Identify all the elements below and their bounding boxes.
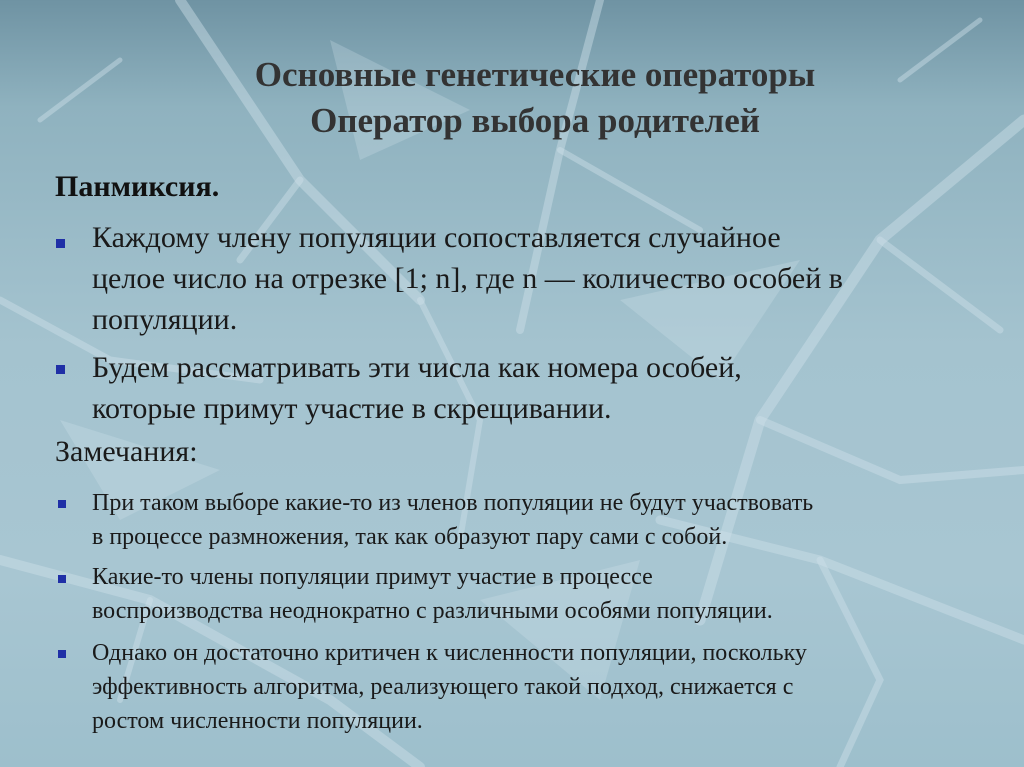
note-bullet-1 <box>92 486 813 554</box>
main-bullet-1-line-2: целое число на отрезке [1; n], где n — количество особей в <box>92 262 843 295</box>
notes-label: Замечания: <box>55 435 198 468</box>
main-bullet-2-line-2: которые примут участие в скрещивании. <box>92 392 612 425</box>
note-bullet-3-line-1: Однако он достаточно критичен к численности популяции, поскольку <box>92 640 807 666</box>
note-bullet-3 <box>92 636 807 738</box>
title-line-1: Основные генетические операторы <box>254 55 816 94</box>
bullet-square-icon <box>58 500 66 508</box>
note-bullet-2-line-1: Какие-то члены популяции примут участие в процессе <box>92 564 653 590</box>
note-bullet-3-line-3: ростом численности популяции. <box>92 708 423 734</box>
main-bullet-2 <box>92 347 742 429</box>
bullet-square-icon <box>56 365 65 374</box>
note-bullet-3-line-2: эффективность алгоритма, реализующего такой подход, снижается с <box>92 674 794 700</box>
note-bullet-2-line-2: воспроизводства неоднократно с различными особями популяции. <box>92 598 773 624</box>
title-line-2: Оператор выбора родителей <box>310 101 760 140</box>
slide-title <box>0 52 1024 144</box>
main-bullet-1-line-1: Каждому члену популяции сопоставляется случайное <box>92 221 781 254</box>
bullet-square-icon <box>58 575 66 583</box>
note-bullet-1-line-1: При таком выборе какие-то из членов популяции не будут участвовать <box>92 490 814 516</box>
main-bullet-2-line-1: Будем рассматривать эти числа как номера особей, <box>92 351 742 384</box>
bullet-square-icon <box>58 650 66 658</box>
bullet-square-icon <box>56 239 65 248</box>
main-bullet-1-line-3: популяции. <box>92 303 238 336</box>
note-bullet-1-line-2: в процессе размножения, так как образуют пару сами с собой. <box>92 524 728 550</box>
main-bullet-1 <box>92 217 843 340</box>
note-bullet-2 <box>92 560 773 628</box>
section-heading: Панмиксия. <box>55 170 220 203</box>
